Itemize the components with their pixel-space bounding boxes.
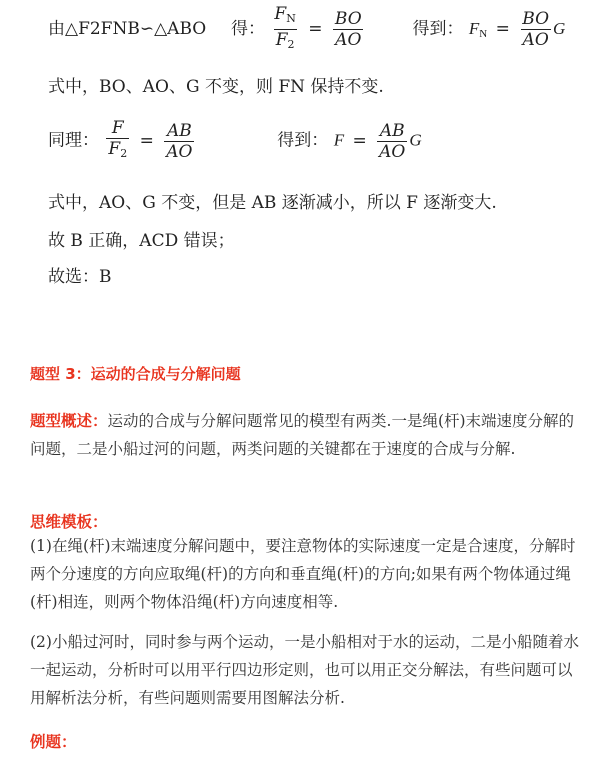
template-paragraph-1: (1)在绳(杆)末端速度分解问题中，要注意物体的实际速度一定是合速度，分解时两个分速度的方向应取绳(杆)的方向和垂直绳(杆)的方向;如果有两个物体通过绳(杆)相连，则两个物体沿绳(杆)方向速度相等.: [30, 537, 576, 611]
conclusion-line: 故 B 正确，ACD 错误；: [48, 231, 235, 251]
equation-line-1: 由△F2FNB∽△ABO 得： $\frac{F_N}{F_2}$ = $\frac{BO}{AO}$ 得到： $F_N$ = $\frac{BO}{AO}$ G: [48, 4, 565, 55]
similar-triangles-text: 由△F2FNB∽△ABO: [48, 19, 207, 39]
template-label: 思维模板：: [30, 513, 108, 531]
fraction-ab-ao: $\frac{AB}{AO}$: [166, 120, 193, 162]
overview-paragraph: [30, 407, 586, 463]
overview-label: 题型概述：: [30, 412, 108, 430]
de-label: 得：: [231, 19, 266, 39]
tongli-label: 同理：: [48, 130, 99, 151]
example-label: 例题：: [30, 733, 77, 751]
dedao-label: 得到：: [412, 19, 464, 39]
fraction-fn-f2: $\frac{F_N}{F_2}$: [272, 4, 297, 55]
f-symbol: F: [333, 130, 345, 150]
explanation-line-2: 式中，BO、AO、G 不变，则 FN 保持不变.: [48, 77, 384, 97]
explanation-line-4: 式中，AO、G 不变，但是 AB 逐渐减小，所以 F 逐渐变大.: [48, 193, 497, 213]
g-symbol-2: G: [409, 130, 422, 150]
g-symbol: G: [553, 19, 566, 38]
fraction-f-f2: $\frac{F}{F_2}$: [106, 118, 129, 164]
fn-symbol: $F_N$: [468, 19, 488, 40]
overview-text: 运动的合成与分解问题常见的模型有两类.一是绳(杆)末端速度分解的问题，二是小船过河的问题，两类问题的关键都在于速度的合成与分解.: [30, 412, 575, 458]
equation-line-3: 同理： $\frac{F}{F_2}$ = $\frac{AB}{AO}$ 得到： F = $\frac{AB}{AO}$ G: [48, 118, 422, 164]
answer-line: 故选：B: [48, 267, 112, 287]
fraction-bo-ao: $\frac{BO}{AO}$: [334, 9, 362, 50]
dedao-label-2: 得到：: [277, 130, 329, 151]
template-paragraph-2: (2)小船过河时，同时参与两个运动，一是小船相对于水的运动，二是小船随着水一起运动，分析时可以用平行四边形定则，也可以用正交分解法，有些问题可以用解析法分析，有些问题则需要用图解法分析.: [30, 633, 579, 707]
section-title: 题型 3：运动的合成与分解问题: [30, 365, 241, 383]
example-label-block: [30, 728, 586, 756]
fraction-ab-ao-2: $\frac{AB}{AO}$: [379, 120, 406, 162]
fraction-bo-ao-2: $\frac{BO}{AO}$: [522, 9, 550, 50]
